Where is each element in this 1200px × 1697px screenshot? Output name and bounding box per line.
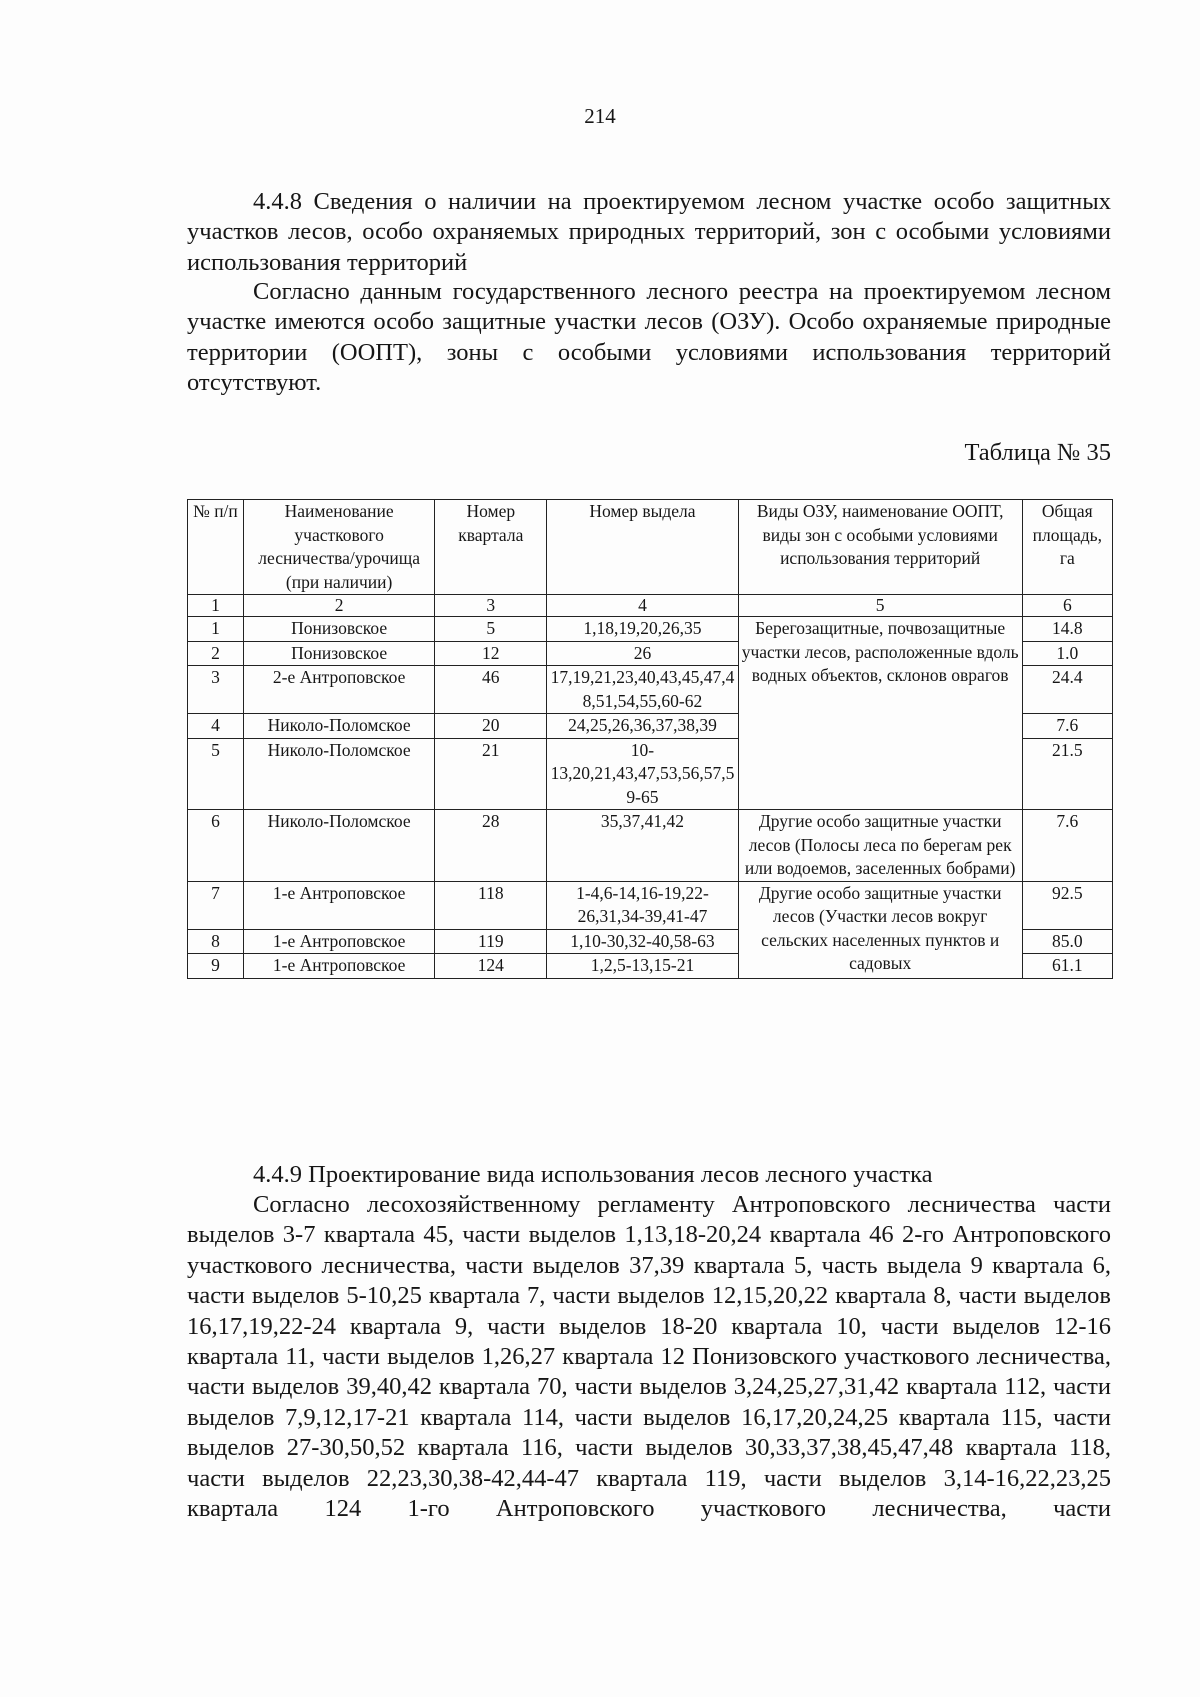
row-number: 9 xyxy=(188,954,244,979)
column-number: 1 xyxy=(188,595,244,617)
row-number: 5 xyxy=(188,738,244,810)
area-value: 1.0 xyxy=(1022,641,1112,666)
plot-numbers: 1,18,19,20,26,35 xyxy=(547,617,738,642)
row-number: 3 xyxy=(188,666,244,714)
plot-numbers: 1-4,6-14,16-19,22-26,31,34-39,41-47 xyxy=(547,881,738,929)
section-paragraph-4-4-8: Согласно данным государственного лесного реестра на проектируемом лесном участке имеются особо защитные участки лесов (ОЗУ). Особо охраняемые природные территории (ООПТ), зоны с особыми условиями использования территорий отсутствуют. xyxy=(187,278,1111,397)
row-number: 2 xyxy=(188,641,244,666)
ozu-table xyxy=(187,499,1113,979)
row-number: 1 xyxy=(188,617,244,642)
plot-numbers: 17,19,21,23,40,43,45,47,48,51,54,55,60-62 xyxy=(547,666,738,714)
plot-numbers: 1,10-30,32-40,58-63 xyxy=(547,929,738,954)
quarter-number: 5 xyxy=(435,617,547,642)
area-value: 14.8 xyxy=(1022,617,1112,642)
column-number-row xyxy=(188,595,1113,617)
quarter-number: 28 xyxy=(435,810,547,882)
forestry-name: Понизовское xyxy=(243,641,434,666)
forestry-name: Понизовское xyxy=(243,617,434,642)
column-number: 3 xyxy=(435,595,547,617)
header-cell: Номер выдела xyxy=(547,500,738,595)
page-number: 214 xyxy=(584,104,616,128)
column-number: 2 xyxy=(243,595,434,617)
quarter-number: 124 xyxy=(435,954,547,979)
ozu-type: Другие особо защитные участки лесов (Полосы леса по берегам рек или водоемов, заселенных бобрами) xyxy=(738,810,1022,882)
area-value: 24.4 xyxy=(1022,666,1112,714)
area-value: 7.6 xyxy=(1022,810,1112,882)
plot-numbers: 1,2,5-13,15-21 xyxy=(547,954,738,979)
table-header-row xyxy=(188,500,1113,595)
quarter-number: 20 xyxy=(435,714,547,739)
column-number: 5 xyxy=(738,595,1022,617)
forestry-name: Николо-Поломское xyxy=(243,738,434,810)
header-cell: Наименование участкового лесничества/урочища (при наличии) xyxy=(243,500,434,595)
row-number: 4 xyxy=(188,714,244,739)
table-caption: Таблица № 35 xyxy=(964,439,1111,466)
quarter-number: 118 xyxy=(435,881,547,929)
row-number: 7 xyxy=(188,881,244,929)
quarter-number: 21 xyxy=(435,738,547,810)
ozu-type: Другие особо защитные участки лесов (Участки лесов вокруг сельских населенных пунктов и садовых xyxy=(738,881,1022,978)
ozu-type: Берегозащитные, почвозащитные участки лесов, расположенные вдоль водных объектов, склонов оврагов xyxy=(738,617,1022,810)
quarter-number: 119 xyxy=(435,929,547,954)
forestry-name: 1-е Антроповское xyxy=(243,929,434,954)
row-number: 6 xyxy=(188,810,244,882)
forestry-name: 1-е Антроповское xyxy=(243,954,434,979)
quarter-number: 12 xyxy=(435,641,547,666)
table-row xyxy=(188,810,1113,882)
section-paragraph-4-4-9: Согласно лесохозяйственному регламенту Антроповского лесничества части выделов 3-7 квартала 45, части выделов 1,13,18-20,24 квартала 46 2-го Антроповского участкового лесничества, части выделов 37,39 квартала 5, часть выдела 9 квартала 6, части выделов 5-10,25 квартала 7, части выделов 12,15,20,22 квартала 8, части выделов 16,17,19,22-24 квартала 9, части выделов 18-20 квартала 10, части выделов 12-16 квартала 11, части выделов 1,26,27 квартала 12 Понизовского участкового лесничества, части выделов 39,40,42 квартала 70, части выделов 3,24,25,27,31,42 квартала 112, части выделов 7,9,12,17-21 квартала 114, части выделов 16,17,20,24,25 квартала 115, части выделов 27-30,50,52 квартала 116, части выделов 30,33,37,38,45,47,48 квартала 118, части выделов 22,23,30,38-42,44-47 квартала 119, части выделов 3,14-16,22,23,25 квартала 124 1-го Антроповского участкового лесничества, части xyxy=(187,1191,1111,1523)
section-heading-4-4-9: 4.4.9 Проектирование вида использования лесов лесного участка xyxy=(253,1161,933,1188)
area-value: 61.1 xyxy=(1022,954,1112,979)
header-cell: № п/п xyxy=(188,500,244,595)
forestry-name: Николо-Поломское xyxy=(243,714,434,739)
plot-numbers: 26 xyxy=(547,641,738,666)
header-cell: Номер квартала xyxy=(435,500,547,595)
area-value: 92.5 xyxy=(1022,881,1112,929)
area-value: 85.0 xyxy=(1022,929,1112,954)
plot-numbers: 10-13,20,21,43,47,53,56,57,59-65 xyxy=(547,738,738,810)
area-value: 7.6 xyxy=(1022,714,1112,739)
header-cell: Виды ОЗУ, наименование ООПТ, виды зон с особыми условиями использования территорий xyxy=(738,500,1022,595)
forestry-name: 2-е Антроповское xyxy=(243,666,434,714)
table-row xyxy=(188,881,1113,929)
header-cell: Общая площадь, га xyxy=(1022,500,1112,595)
column-number: 4 xyxy=(547,595,738,617)
row-number: 8 xyxy=(188,929,244,954)
forestry-name: Николо-Поломское xyxy=(243,810,434,882)
plot-numbers: 24,25,26,36,37,38,39 xyxy=(547,714,738,739)
plot-numbers: 35,37,41,42 xyxy=(547,810,738,882)
section-heading-4-4-8: 4.4.8 Сведения о наличии на проектируемом лесном участке особо защитных участков лесов, особо охраняемых природных территорий, зон с особыми условиями использования территорий xyxy=(187,188,1111,276)
quarter-number: 46 xyxy=(435,666,547,714)
column-number: 6 xyxy=(1022,595,1112,617)
table-row xyxy=(188,617,1113,642)
area-value: 21.5 xyxy=(1022,738,1112,810)
forestry-name: 1-е Антроповское xyxy=(243,881,434,929)
